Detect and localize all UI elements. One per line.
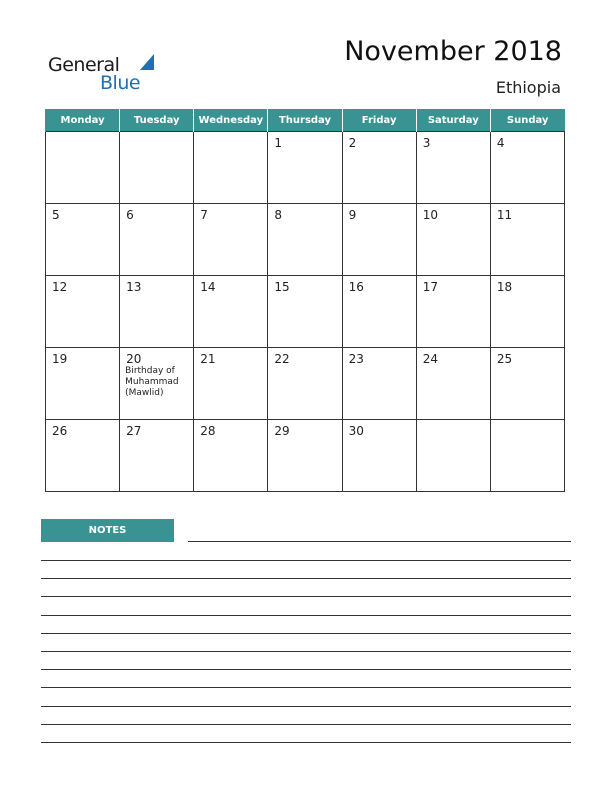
day-number: 23	[348, 352, 364, 366]
weekday-header: Friday	[342, 109, 416, 132]
logo-triangle-icon	[140, 54, 154, 70]
calendar-week-row	[46, 204, 565, 276]
notes-rule-line	[41, 578, 571, 579]
day-cell	[268, 276, 342, 348]
day-cell	[342, 348, 416, 420]
notes-label: NOTES	[41, 519, 174, 542]
day-number: 27	[126, 424, 142, 438]
day-cell	[268, 348, 342, 420]
day-cell	[416, 420, 490, 492]
weekday-header: Thursday	[268, 109, 342, 132]
day-number: 10	[422, 208, 438, 222]
day-number: 14	[200, 280, 216, 294]
day-cell	[416, 204, 490, 276]
weekday-header: Saturday	[416, 109, 490, 132]
calendar-week-row	[46, 276, 565, 348]
day-cell	[120, 348, 194, 420]
country-label: Ethiopia	[495, 78, 561, 97]
notes-rule-line	[41, 669, 571, 670]
day-number: 2	[348, 136, 357, 150]
weekday-header: Wednesday	[194, 109, 268, 132]
notes-rule-line	[41, 742, 571, 743]
day-cell	[416, 132, 490, 204]
day-number: 9	[348, 208, 357, 222]
day-cell	[342, 132, 416, 204]
day-number: 15	[274, 280, 290, 294]
day-number: 16	[348, 280, 364, 294]
logo-text-general: General	[48, 54, 120, 76]
day-cell	[342, 420, 416, 492]
day-number: 11	[496, 208, 513, 222]
calendar-week-row	[46, 348, 565, 420]
weekday-header: Tuesday	[120, 109, 194, 132]
day-cell	[268, 132, 342, 204]
day-cell	[194, 132, 268, 204]
notes-rule-line	[41, 615, 571, 616]
day-number: 18	[496, 280, 513, 294]
day-number: 30	[348, 424, 364, 438]
day-number: 12	[52, 280, 68, 294]
notes-rule-line	[41, 596, 571, 597]
notes-rule-line	[41, 724, 571, 725]
calendar-week-row	[46, 132, 565, 204]
day-cell	[46, 420, 120, 492]
day-number: 28	[200, 424, 216, 438]
day-number: 6	[126, 208, 134, 222]
day-number: 3	[422, 136, 431, 150]
day-cell	[268, 420, 342, 492]
day-number: 20	[126, 352, 142, 366]
day-cell	[46, 132, 120, 204]
day-cell	[342, 204, 416, 276]
day-cell	[194, 348, 268, 420]
day-cell	[194, 420, 268, 492]
day-number: 19	[52, 352, 68, 366]
holiday-event: Birthday of Muhammad (Mawlid)	[125, 366, 179, 398]
notes-rule-line	[41, 651, 571, 652]
day-number: 8	[274, 208, 283, 222]
day-cell	[120, 276, 194, 348]
day-number: 13	[126, 280, 142, 294]
notes-rule-line	[41, 687, 571, 688]
day-number: 25	[496, 352, 513, 366]
day-number: 24	[422, 352, 438, 366]
day-number: 17	[422, 280, 438, 294]
day-cell	[416, 348, 490, 420]
day-cell	[268, 204, 342, 276]
day-cell	[194, 204, 268, 276]
day-number: 1	[274, 136, 283, 150]
day-cell	[490, 132, 564, 204]
day-cell	[46, 276, 120, 348]
day-cell	[490, 276, 564, 348]
day-number: 21	[200, 352, 216, 366]
day-cell	[46, 348, 120, 420]
day-cell	[194, 276, 268, 348]
day-number: 5	[52, 208, 60, 222]
weekday-header-row	[46, 109, 565, 132]
notes-rule-line	[188, 541, 571, 542]
day-cell	[46, 204, 120, 276]
day-cell	[416, 276, 490, 348]
notes-rule-line	[41, 706, 571, 707]
weekday-header: Monday	[46, 109, 120, 132]
month-calendar	[45, 109, 565, 492]
notes-rule-line	[41, 560, 571, 561]
page-title: November 2018	[344, 36, 562, 67]
day-number: 4	[496, 136, 505, 150]
calendar-week-row	[46, 420, 565, 492]
calendar-body	[46, 132, 565, 492]
day-number: 26	[52, 424, 68, 438]
notes-rule-line	[41, 633, 571, 634]
day-cell	[342, 276, 416, 348]
day-cell	[120, 204, 194, 276]
day-cell	[490, 204, 564, 276]
day-number: 7	[200, 208, 208, 222]
day-number: 22	[274, 352, 290, 366]
day-cell	[120, 132, 194, 204]
logo-text-blue: Blue	[100, 72, 141, 94]
day-cell	[490, 420, 564, 492]
day-cell	[490, 348, 564, 420]
day-number: 29	[274, 424, 290, 438]
weekday-header: Sunday	[490, 109, 564, 132]
day-cell	[120, 420, 194, 492]
generalblue-logo	[48, 52, 158, 92]
